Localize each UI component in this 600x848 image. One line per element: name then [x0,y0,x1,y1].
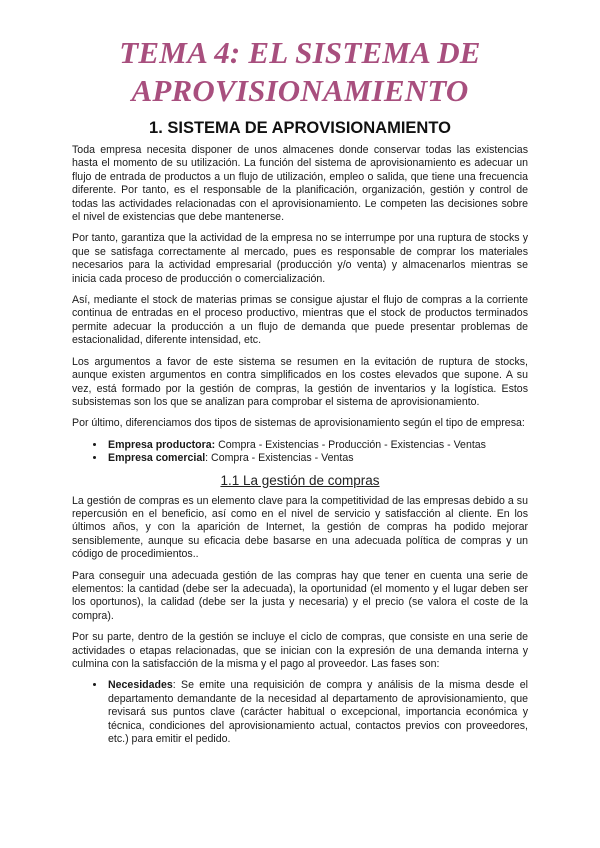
list-item-term: Necesidades [108,679,173,692]
main-title-line-1: TEMA 4: EL SISTEMA DE [119,35,481,70]
list-item [106,439,528,452]
list-item [106,679,528,746]
main-title-line-2: APROVISIONAMIENTO [131,73,469,108]
list-item-text: Compra - Existencias - Producción - Existencias - Ventas [215,438,486,451]
list-item [106,452,528,465]
section-heading: 1. SISTEMA DE APROVISIONAMIENTO [149,119,451,137]
company-types-list [72,439,528,466]
sub-paragraph-3: Por su parte, dentro de la gestión se incluye el ciclo de compras, que consiste en una serie de actividades o etapas relacionadas, que se inician con la expresión de una demanda interna y culmina con la satisfacción de la misma y el pago al proveedor. Las fases son: [72,631,528,670]
subsection-heading: 1.1 La gestión de compras [220,472,380,488]
list-item-text: : Compra - Existencias - Ventas [205,452,354,465]
paragraph-5: Por último, diferenciamos dos tipos de sistemas de aprovisionamiento según el tipo de empresa: [72,417,525,430]
paragraph-4: Los argumentos a favor de este sistema se resumen en la evitación de ruptura de stocks, aunque existen argumentos en contra simplificados en los costes elevados que supone. A su vez, está formado por la gestión de compras, la gestión de inventarios y la logística. Estos subsistemas son los que se analizan para comprobar el sistema de aprovisionamiento. [72,355,528,408]
paragraph-2: Por tanto, garantiza que la actividad de la empresa no se interrumpe por una ruptura de stocks y que se satisfaga correctamente al mercado, pues es responsable de comprar los materiales necesarios para la actividad empresarial (producción y/o venta) y almacenarlos mientras se inicia cada proceso de producción o comercialización. [72,232,528,285]
list-item-term: Empresa comercial [108,452,206,465]
list-item-text: : Se emite una requisición de compra y análisis de la misma desde el departamento demandante de la necesidad al departamento de aprovisionamiento, que revisará sus puntos clave (carácter habitual o excepcional, importancia económica y técnica, condiciones del aprovisionamiento actual, contactos previos con proveedores, etc.) para emitir el pedido. [108,679,528,746]
phases-list [72,679,528,746]
paragraph-3: Así, mediante el stock de materias primas se consigue ajustar el flujo de compras a la corriente continua de entradas en el proceso productivo, mientras que el stock de productos terminados permite adecuar la producción a un flujo de demanda que puede presentar problemas de estacionalidad, diferente intensidad, etc. [72,294,528,347]
paragraph-1: Toda empresa necesita disponer de unos almacenes donde conservar todas las existencias hasta el momento de su utilización. La función del sistema de aprovisionamiento es adecuar un flujo de entrada de productos a un flujo de utilización, empleo o salida, que tiene una frecuencia diferente. Por tanto, es el responsable de la planificación, organización, gestión y control de todas las actividades relacionadas con el aprovisionamiento. Le competen las decisiones sobre el nivel de existencias que debe mantenerse. [72,144,528,224]
sub-paragraph-2: Para conseguir una adecuada gestión de las compras hay que tener en cuenta una serie de elementos: la cantidad (debe ser la adecuada), la oportunidad (el momento y el lugar deben ser los oportunos), la calidad (debe ser la justa y necesaria) y el precio (se valora el coste de la compra). [72,569,528,622]
list-item-term: Empresa productora: [108,438,216,451]
sub-paragraph-1: La gestión de compras es un elemento clave para la competitividad de las empresas debido a su repercusión en el beneficio, así como en el nivel de servicio y satisfacción al cliente. En los últimos años, y con la aparición de Internet, la gestión de compras ha podido mejorar sensiblemente, aunque su eficacia debe basarse en una adecuada política de compras y un código de procedimientos.. [72,494,528,561]
main-title [72,34,528,110]
